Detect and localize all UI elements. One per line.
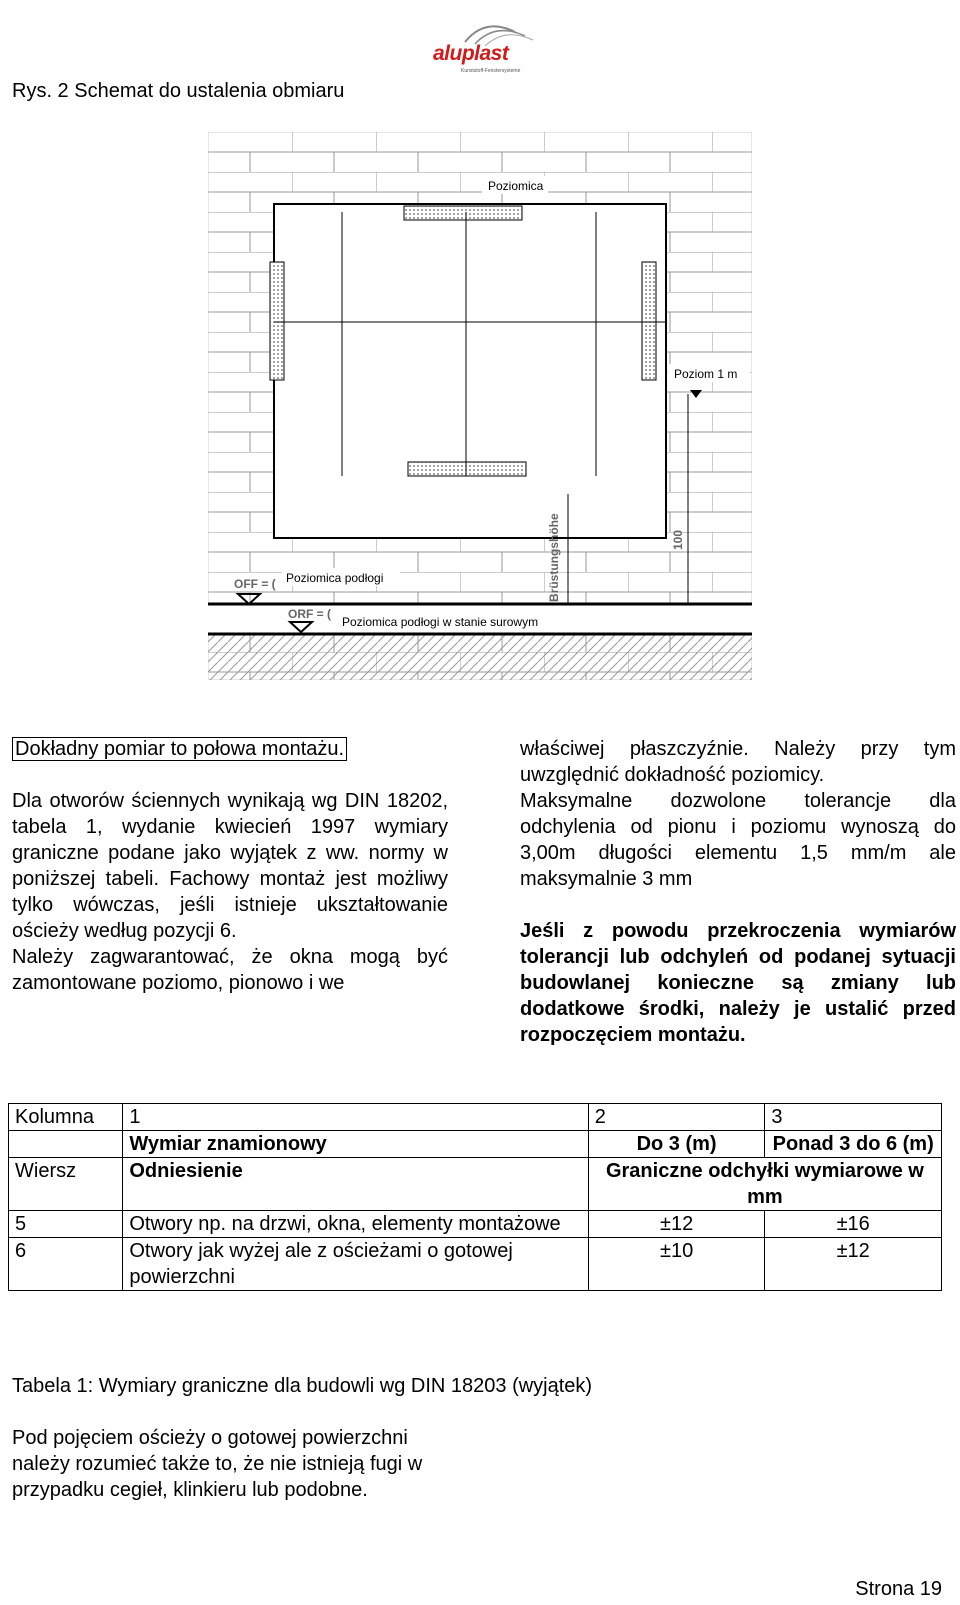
table-caption: Tabela 1: Wymiary graniczne dla budowli wg DIN 18203 (wyjątek) (12, 1375, 593, 1397)
text-column-right (520, 736, 956, 1048)
note-paragraph: Pod pojęciem ościeży o gotowej powierzchni należy rozumieć także to, że nie istnieją fugi w przypadku cegieł, klinkieru lub podobne. (12, 1427, 423, 1501)
paragraph-tolerance: Maksymalne dozwolone tolerancje dla odchylenia od pionu i poziomu wynoszą do 3,00m długości elementu 1,5 mm/m ale maksymalnie 3 mm (520, 790, 956, 890)
table-cell: ±10 (588, 1238, 765, 1291)
table-row (9, 1158, 942, 1211)
table-cell: 6 (9, 1238, 123, 1291)
table-row (9, 1211, 942, 1238)
table-cell: 2 (588, 1104, 765, 1131)
table-cell: Graniczne odchyłki wymiarowe w mm (588, 1158, 941, 1211)
logo-tagline: Kunststoff-Fenstersysteme (461, 68, 521, 74)
label-poziom-1m: Poziom 1 m (674, 367, 738, 381)
paragraph-warning: Jeśli z powodu przekroczenia wymiarów tolerancji lub odchyleń od podanej sytuacji budowlanej konieczne są zmiany lub dodatkowe środki, należy je ustalić przed rozpoczęciem montażu. (520, 920, 956, 1046)
table-cell: Otwory jak wyżej ale z ościeżami o gotowej powierzchni (123, 1238, 588, 1291)
table-cell: Otwory np. na drzwi, okna, elementy montażowe (123, 1211, 588, 1238)
label-orf: ORF = ( (288, 607, 332, 621)
logo-brand: aluplast (433, 42, 509, 65)
table-cell: ±16 (765, 1211, 942, 1238)
table-cell: 1 (123, 1104, 588, 1131)
table-row (9, 1131, 942, 1158)
text-column-left (12, 736, 448, 996)
label-poziomica: Poziomica (488, 179, 544, 193)
label-off: OFF = ( (234, 577, 276, 591)
table-row (9, 1104, 942, 1131)
paragraph-din: Dla otworów ściennych wynikają wg DIN 18202, tabela 1, wydanie kwiecień 1997 wymiary graniczne podane jako wyjątek z ww. normy w poniższej tabeli. Fachowy montaż jest możliwy tylko wówczas, jeśli istnieje ukształtowanie ościeży według pozycji 6. (12, 790, 448, 942)
table-cell: 3 (765, 1104, 942, 1131)
table-cell: Wymiar znamionowy (123, 1131, 588, 1158)
figure-caption: Rys. 2 Schemat do ustalenia obmiaru (12, 80, 345, 102)
table-cell: Kolumna (9, 1104, 123, 1131)
boxed-heading: Dokładny pomiar to połowa montażu. (12, 737, 347, 761)
paragraph-guarantee: Należy zagwarantować, że okna mogą być zamontowane poziomo, pionowo i we (12, 946, 448, 994)
table-cell: Ponad 3 do 6 (m) (765, 1131, 942, 1158)
aluplast-logo (425, 12, 545, 80)
table-cell: 5 (9, 1211, 123, 1238)
tolerance-table (8, 1103, 942, 1291)
label-100: 100 (671, 529, 685, 550)
page-number: Strona 19 (855, 1578, 942, 1600)
paragraph-plane: właściwej płaszczyźnie. Należy przy tym uwzględnić dokładność poziomicy. (520, 738, 956, 786)
table-cell (9, 1131, 123, 1158)
table-row (9, 1238, 942, 1291)
table-cell: Do 3 (m) (588, 1131, 765, 1158)
label-brustungshohe: Brüstungshöhe (547, 513, 561, 602)
table-cell: ±12 (765, 1238, 942, 1291)
label-raw-floor: Poziomica podłogi w stanie surowym (342, 615, 539, 629)
measurement-diagram (208, 132, 752, 680)
table-cell: ±12 (588, 1211, 765, 1238)
label-poziomica-podlogi: Poziomica podłogi (286, 571, 384, 585)
table-cell: Odniesienie (123, 1158, 588, 1211)
table-cell: Wiersz (9, 1158, 123, 1211)
